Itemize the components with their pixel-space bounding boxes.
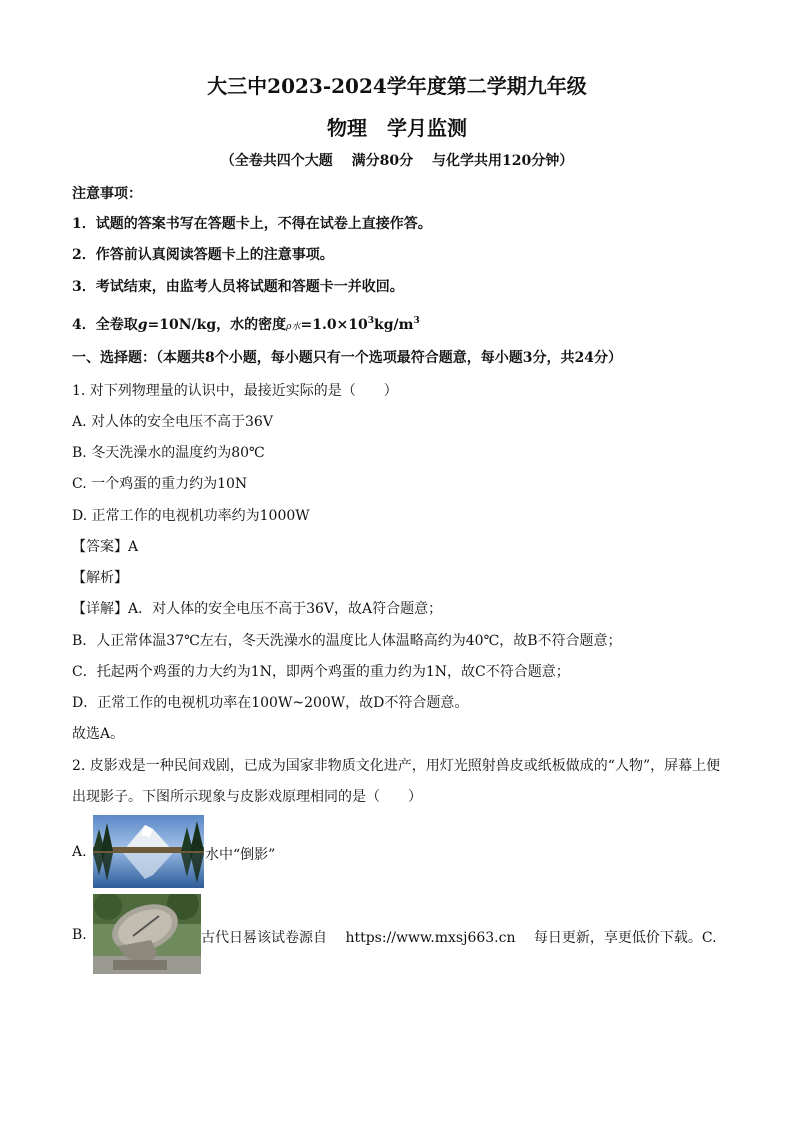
q1-option-c: C. 一个鸡蛋的重力约为10N [72,476,248,492]
exam-subtitle: 物理 学月监测 [327,116,467,140]
mountain-reflection-image [93,815,204,888]
density-value: =1.0×10 [300,317,368,333]
notice-item-1: 1．试题的答案书写在答题卡上，不得在试卷上直接作答。 [72,216,432,232]
answer-value: A [128,539,139,555]
q1-option-a: A. 对人体的安全电压不高于36V [72,414,273,430]
notice-item-2: 2．作答前认真阅读答题卡上的注意事项。 [72,247,334,263]
notice-heading: 注意事项： [72,186,142,202]
gravity-symbol: g [137,317,148,333]
q1-conclusion: 故选A。 [72,726,125,742]
density-symbol: ρ水 [286,322,301,332]
density-exponent: 3 [367,316,375,326]
q2-stem-line1: 2. 皮影戏是一种民间戏剧，已成为国家非物质文化进产，用灯光照射兽皮或纸板做成的“人物”，屏幕上便 [72,758,721,774]
q2-option-b-text: 古代日晷该试卷源自 https://www.mxsj663.cn 每日更新，享更低价下载。C. [201,930,717,946]
q2-option-b-label: B. [72,927,87,943]
q1-analysis-tag: 【解析】 [72,570,128,586]
q2-option-a-label: A. [72,844,87,860]
detail-a-text: A．对人体的安全电压不高于36V，故A符合题意； [128,601,443,617]
detail-tag: 【详解】 [72,601,128,617]
sundial-image [93,894,201,974]
q1-detail-d: D．正常工作的电视机功率在100W~200W，故D不符合题意。 [72,695,469,711]
q1-answer [72,536,138,556]
section-heading: 一、选择题：（本题共8个小题，每小题只有一个选项最符合题意，每小题3分，共24分） [72,350,622,366]
q1-option-d: D. 正常工作的电视机功率约为1000W [72,508,310,524]
answer-tag: 【答案】 [72,539,128,555]
exam-info: （全卷共四个大题 满分80分 与化学共用120分钟） [220,153,574,169]
q2-stem-line2: 出现影子。下图所示现象与皮影戏原理相同的是（ ） [72,789,422,805]
notice-item-4 [72,314,420,334]
q1-detail-c: C．托起两个鸡蛋的力大约为1N，即两个鸡蛋的重力约为1N，故C不符合题意； [72,664,570,680]
density-unit: kg/m [374,317,414,333]
q1-detail-b: B．人正常体温37℃左右，冬天洗澡水的温度比人体温略高约为40℃，故B不符合题意； [72,633,622,649]
notice-item-3: 3．考试结束，由监考人员将试题和答题卡一并收回。 [72,279,404,295]
density-unit-exponent: 3 [413,316,420,326]
notice-item-4-mid: =10N/kg，水的密度 [147,317,287,333]
q2-option-a-text: 水中“倒影” [205,847,276,863]
exam-title: 大三中2023-2024学年度第二学期九年级 [207,74,587,98]
notice-item-4-pre: 4．全卷取 [72,317,138,333]
q1-detail-a [72,598,442,618]
q1-option-b: B. 冬天洗澡水的温度约为80℃ [72,445,265,461]
q1-stem: 1. 对下列物理量的认识中，最接近实际的是（ ） [72,383,398,399]
